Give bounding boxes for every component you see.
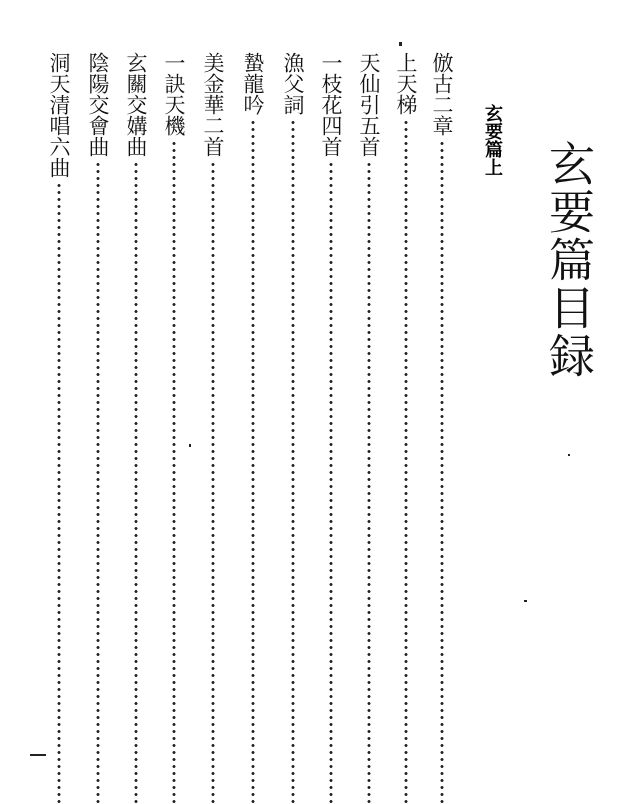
toc-entry[interactable]	[161, 52, 187, 804]
toc-entry[interactable]	[46, 52, 72, 804]
toc-entry[interactable]	[200, 52, 226, 804]
toc-entry-label: 倣古二章	[430, 52, 454, 136]
dot-leader	[291, 119, 295, 804]
toc-entry-label: 蟄龍吟	[241, 52, 265, 115]
page-title: 玄要篇目録	[542, 140, 596, 380]
toc-entry[interactable]	[356, 52, 382, 804]
scan-speck	[568, 454, 570, 456]
dot-leader	[440, 140, 444, 804]
dot-leader	[367, 161, 371, 804]
toc-entry-label: 上天梯	[394, 52, 418, 115]
toc-entry[interactable]	[280, 52, 306, 804]
dot-leader	[96, 161, 100, 804]
dot-leader	[134, 161, 138, 804]
toc-entry-label: 天仙引五首	[357, 52, 381, 157]
scan-speck	[189, 444, 191, 447]
toc-entry[interactable]	[393, 52, 419, 804]
toc-entry[interactable]	[123, 52, 149, 804]
toc-entry[interactable]	[85, 52, 111, 804]
dot-leader	[251, 119, 255, 804]
dot-leader	[329, 161, 333, 804]
toc-entry-label: 洞天清唱六曲	[47, 52, 71, 178]
dot-leader	[172, 140, 176, 804]
toc-entry[interactable]	[318, 52, 344, 804]
scan-mark	[30, 754, 46, 756]
toc-entry-label: 漁父詞	[281, 52, 305, 115]
toc-entry-label: 美金華二首	[201, 52, 225, 157]
dot-leader	[57, 182, 61, 804]
dot-leader	[404, 119, 408, 804]
scan-mark	[399, 42, 402, 46]
section-heading: 玄要篇上	[482, 104, 503, 176]
dot-leader	[211, 161, 215, 804]
scan-speck	[524, 600, 527, 602]
toc-entry[interactable]	[429, 52, 455, 804]
toc-entry-label: 一枝花四首	[319, 52, 343, 157]
toc-entry-label: 玄關交媾曲	[124, 52, 148, 157]
toc-entry[interactable]	[240, 52, 266, 804]
toc-entry-label: 陰陽交會曲	[86, 52, 110, 157]
toc-entry-label: 一訣天機	[162, 52, 186, 136]
